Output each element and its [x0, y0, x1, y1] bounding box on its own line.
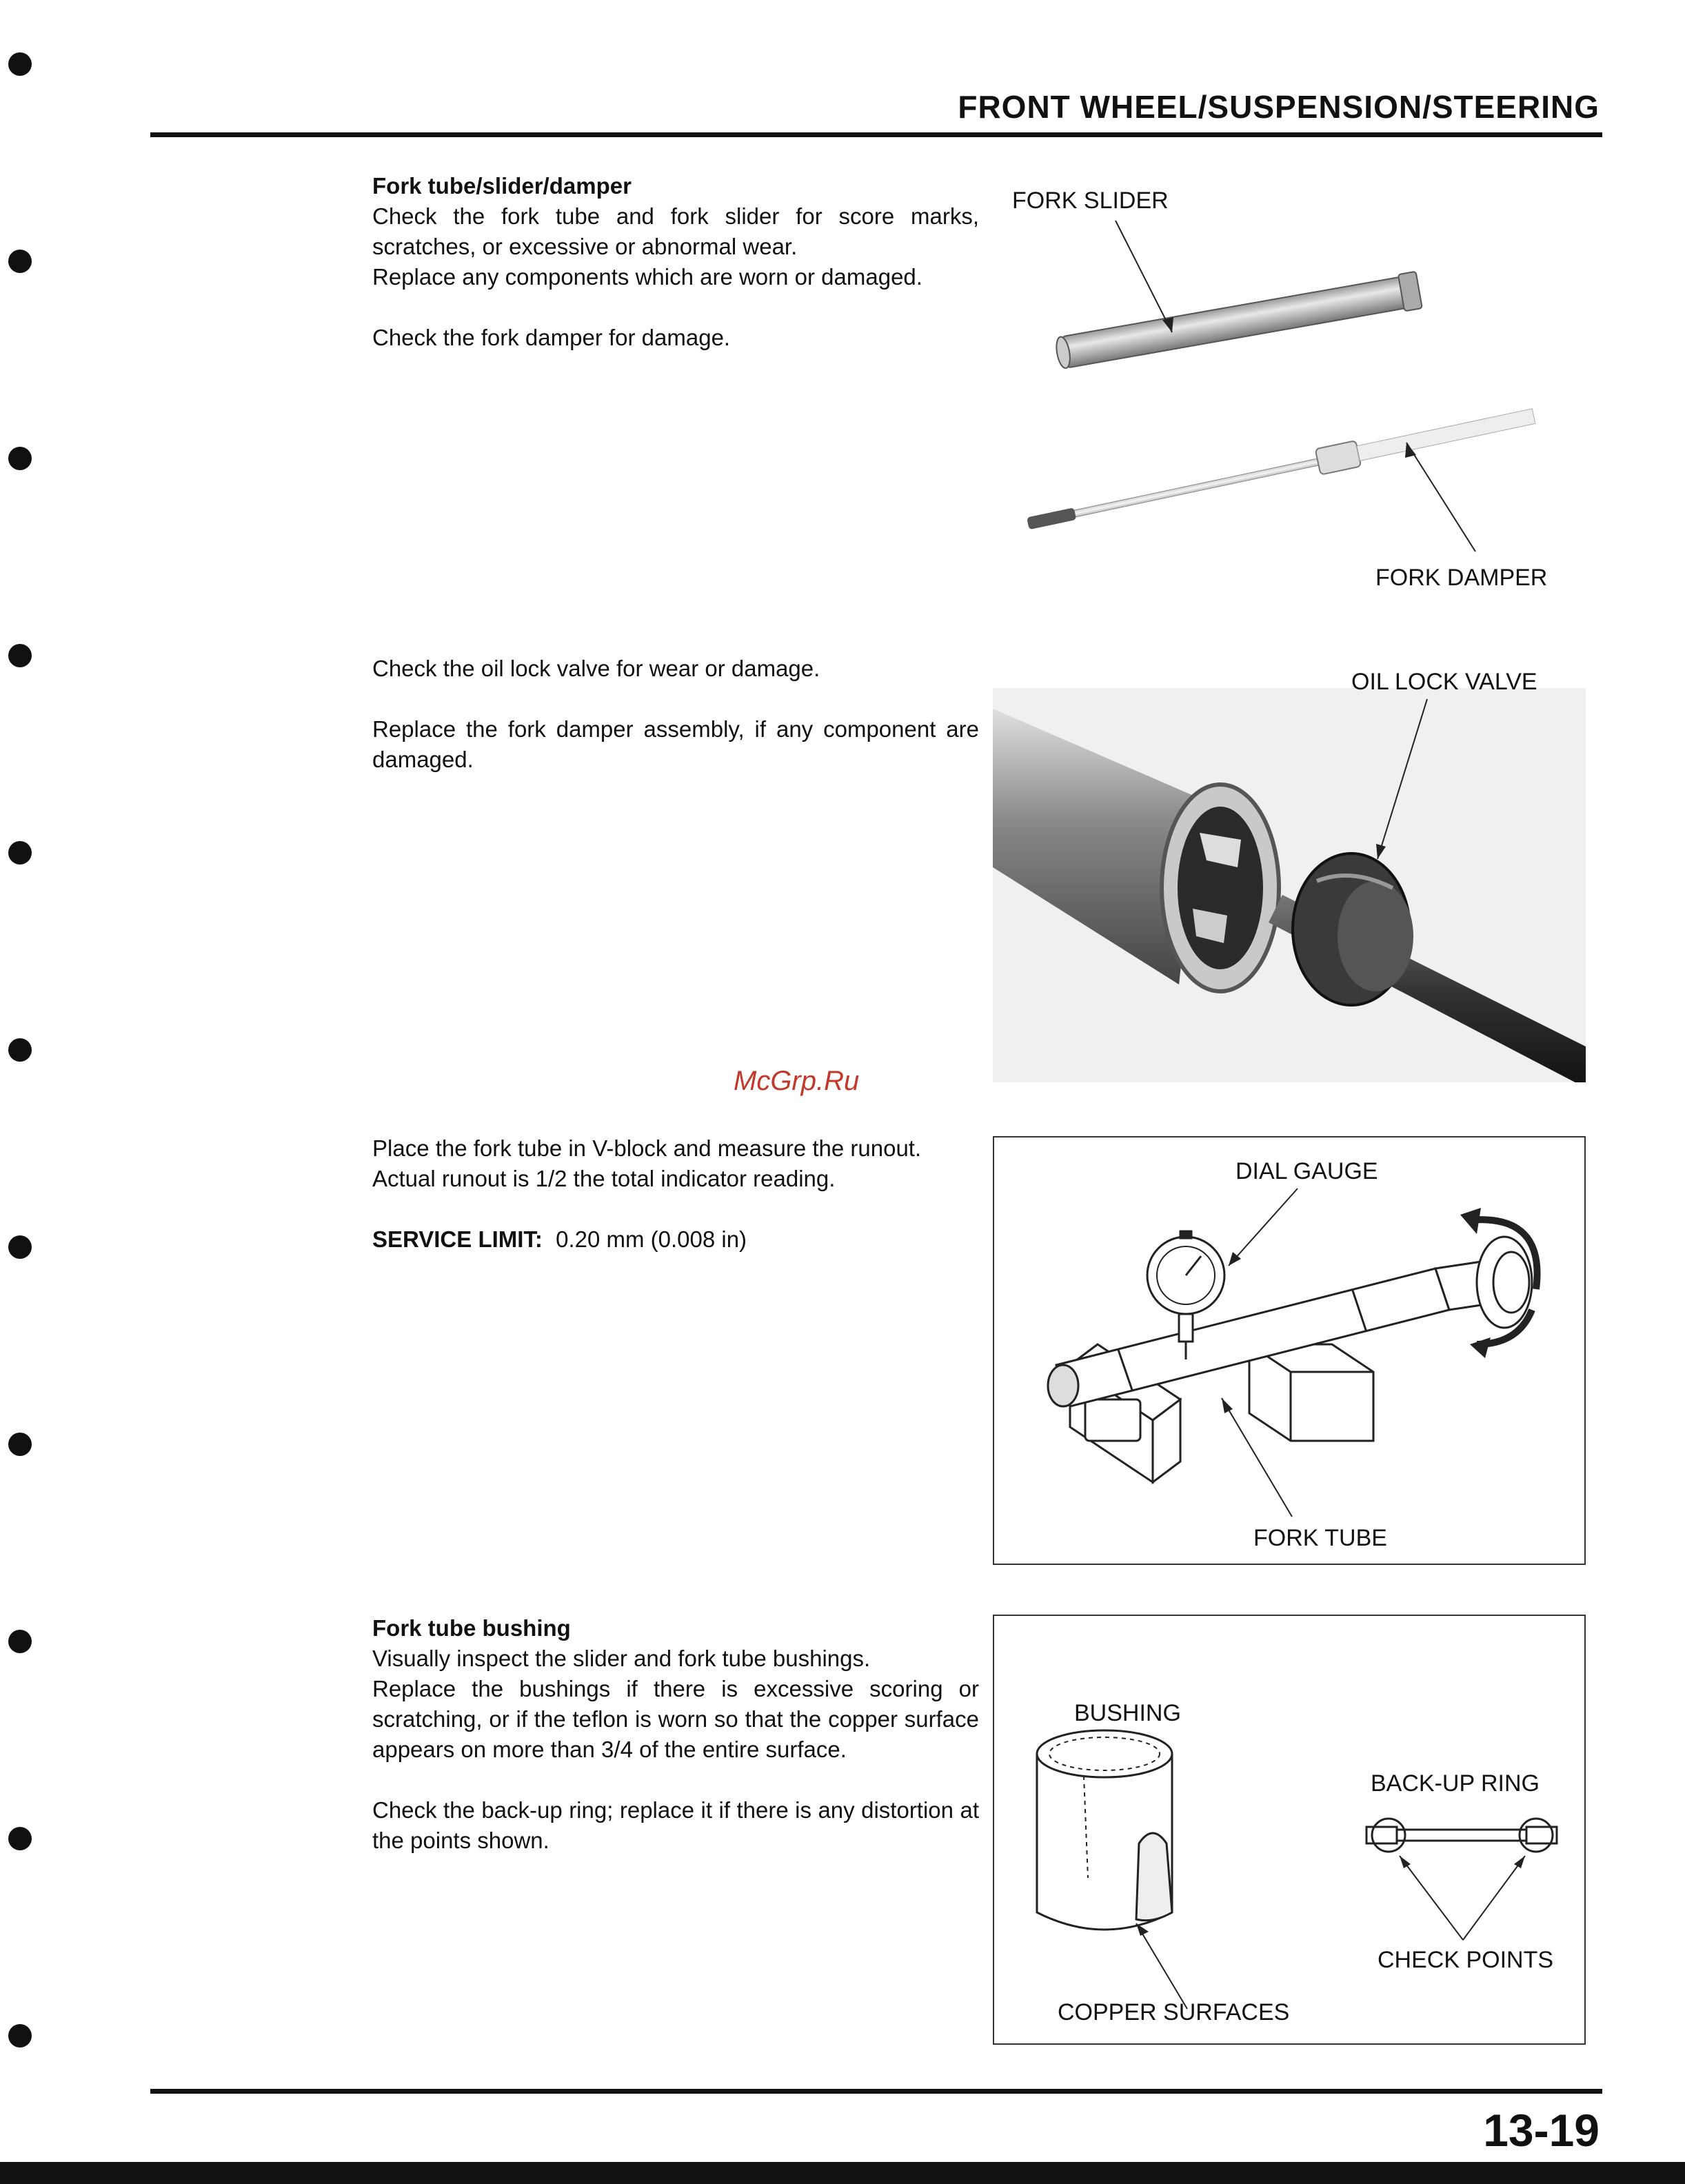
page-header-title: FRONT WHEEL/SUSPENSION/STEERING	[958, 89, 1600, 125]
paragraph: Visually inspect the slider and fork tube bushings.	[372, 1646, 871, 1671]
label-copper-surfaces: COPPER SURFACES	[1058, 1999, 1290, 2025]
section-runout	[372, 1133, 979, 1255]
binder-hole	[8, 2024, 32, 2048]
label-oil-lock-valve: OIL LOCK VALVE	[1351, 669, 1537, 695]
paragraph: Replace any components which are worn or damaged.	[372, 264, 922, 290]
label-fork-damper: FORK DAMPER	[1375, 565, 1548, 591]
paragraph: Actual runout is 1/2 the total indicator reading.	[372, 1166, 836, 1191]
paragraph: Check the fork tube and fork slider for score marks, scratches, or excessive or abnormal wear.	[372, 203, 979, 259]
label-fork-slider: FORK SLIDER	[1012, 188, 1169, 214]
section-bushing	[372, 1613, 979, 1856]
section-fork-tube	[372, 171, 979, 353]
page-number: 13-19	[1483, 2105, 1600, 2156]
binder-hole	[8, 1827, 32, 1850]
binder-hole	[8, 1433, 32, 1456]
binder-hole	[8, 841, 32, 865]
paragraph: Check the back-up ring; replace it if there is any distortion at the points shown.	[372, 1797, 979, 1853]
header-rule	[150, 132, 1602, 137]
service-limit	[372, 1224, 979, 1255]
label-dial-gauge: DIAL GAUGE	[1235, 1158, 1378, 1184]
watermark: McGrp.Ru	[734, 1066, 860, 1096]
label-backup-ring: BACK-UP RING	[1371, 1770, 1540, 1797]
binder-hole	[8, 644, 32, 667]
bushing-illustration	[994, 1616, 1584, 2043]
paragraph: Place the fork tube in V-block and measure the runout.	[372, 1135, 922, 1161]
paragraph: Check the oil lock valve for wear or damage.	[372, 656, 820, 681]
binder-hole	[8, 447, 32, 470]
label-check-points: CHECK POINTS	[1378, 1947, 1554, 1973]
section-heading: Fork tube bushing	[372, 1615, 571, 1641]
runout-illustration	[994, 1138, 1584, 1564]
binder-hole	[8, 1630, 32, 1653]
label-bushing: BUSHING	[1074, 1700, 1181, 1726]
section-oil-lock-valve	[372, 654, 979, 775]
binder-hole	[8, 1038, 32, 1062]
footer-rule	[150, 2089, 1602, 2094]
bottom-band	[0, 2162, 1685, 2184]
oil-lock-valve-photo	[993, 660, 1586, 1082]
binder-hole	[8, 250, 32, 273]
figure-runout-measurement	[993, 1136, 1586, 1565]
figure-bushing-backup-ring	[993, 1615, 1586, 2045]
binder-hole	[8, 52, 32, 76]
service-limit-value: 0.20 mm (0.008 in)	[556, 1226, 747, 1252]
paragraph: Replace the bushings if there is excessive scoring or scratching, or if the teflon is worn so that the copper surface appears on more than 3/4 of the entire surface.	[372, 1676, 979, 1762]
fork-slider-damper-illustration	[993, 172, 1600, 600]
figure-oil-lock-valve	[993, 660, 1586, 1082]
service-limit-label: SERVICE LIMIT:	[372, 1226, 543, 1252]
section-heading: Fork tube/slider/damper	[372, 173, 632, 199]
paragraph: Replace the fork damper assembly, if any component are damaged.	[372, 716, 979, 772]
figure-fork-slider-damper	[993, 172, 1600, 600]
binder-hole	[8, 1235, 32, 1259]
label-fork-tube: FORK TUBE	[1253, 1525, 1387, 1551]
paragraph: Check the fork damper for damage.	[372, 325, 731, 350]
